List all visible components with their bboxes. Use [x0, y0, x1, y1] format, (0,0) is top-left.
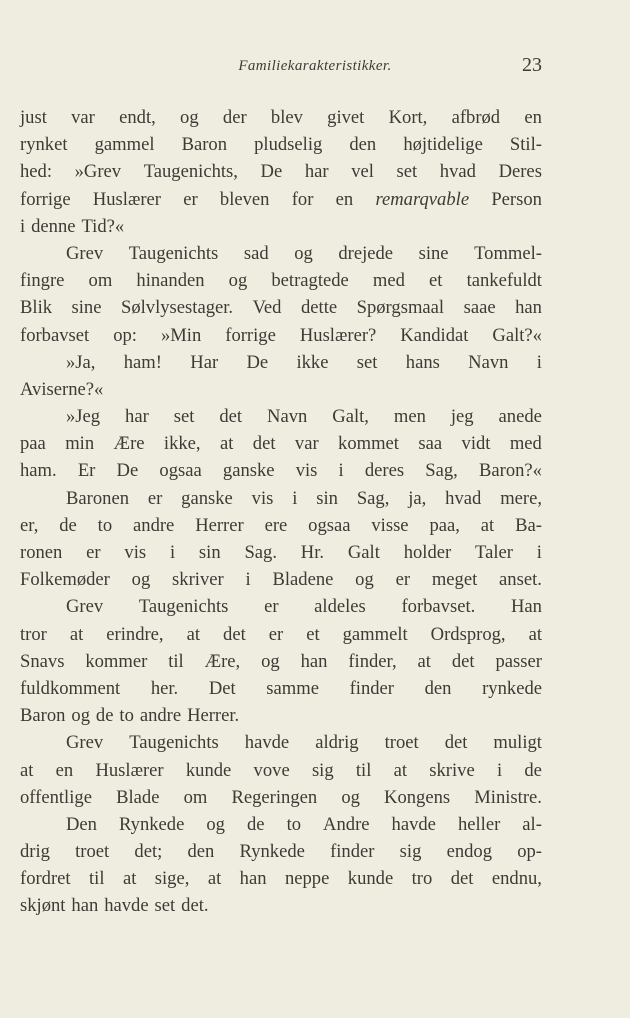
word: Tid?«	[81, 215, 125, 237]
text-line	[20, 158, 542, 185]
word: et	[429, 270, 443, 292]
text-line	[20, 621, 542, 648]
word: i	[292, 487, 298, 509]
word: remarqvable	[375, 188, 470, 210]
word: to	[286, 813, 302, 835]
word: det;	[134, 841, 163, 863]
word: De	[116, 460, 139, 482]
word: finder,	[348, 650, 397, 672]
text-line	[20, 566, 542, 593]
word: »Grev	[74, 161, 122, 183]
word: skriver	[172, 569, 224, 591]
word: er	[268, 623, 284, 645]
word: neppe	[284, 868, 330, 890]
text-line	[20, 811, 542, 838]
word: men	[393, 406, 426, 428]
page-number: 23	[522, 54, 542, 76]
word: Deres	[498, 161, 542, 183]
word: hed:	[20, 161, 53, 183]
word: paa	[20, 433, 46, 455]
text-line	[20, 186, 542, 213]
text-line	[20, 485, 542, 512]
word: set	[356, 351, 378, 373]
word: set	[154, 895, 176, 917]
word: Taugenichts	[128, 242, 219, 264]
word: han	[239, 868, 267, 890]
text-line	[20, 104, 542, 131]
word: at	[480, 514, 495, 536]
word: set	[173, 406, 195, 428]
word: kommer	[85, 650, 148, 672]
word: sin	[316, 487, 338, 509]
word: Han	[510, 596, 542, 618]
word: en	[335, 188, 354, 210]
word: er	[147, 487, 163, 509]
word: heller	[457, 813, 501, 835]
word: og	[355, 569, 374, 591]
word: Ved	[252, 297, 282, 319]
word: han	[71, 895, 99, 917]
word: Galt	[347, 542, 380, 563]
word: Sag,	[356, 487, 390, 509]
word: hvad	[439, 161, 476, 183]
word: og	[228, 270, 248, 292]
word: Taugenichts	[138, 596, 229, 618]
word: fordret	[20, 868, 71, 890]
word: at	[393, 759, 408, 781]
word: vis	[251, 487, 274, 509]
word: forrige	[225, 324, 276, 346]
word: gammelt	[342, 623, 408, 645]
text-line	[20, 131, 542, 158]
word: Folkemøder	[20, 569, 110, 591]
word: Ministre.	[474, 786, 542, 808]
word: holder	[403, 542, 452, 563]
word: dette	[300, 297, 338, 319]
word: jeg	[450, 406, 474, 428]
text-line	[20, 240, 542, 267]
word: det	[444, 732, 468, 754]
word: ere	[264, 514, 288, 536]
word: var	[294, 433, 319, 455]
word: Tommel-	[474, 242, 542, 264]
word: tankefuldt	[466, 270, 542, 292]
word: vel	[351, 161, 374, 183]
word: sad	[243, 242, 269, 264]
text-line	[20, 702, 542, 729]
word: Er	[77, 460, 96, 482]
word: Taler	[475, 542, 513, 563]
word: det	[450, 868, 474, 890]
word: ikke,	[163, 433, 201, 455]
word: vis	[124, 542, 147, 563]
word: i	[536, 351, 542, 373]
word: min	[65, 433, 95, 455]
word: i	[245, 569, 251, 591]
word: og	[71, 705, 90, 727]
word: Kandidat	[400, 324, 469, 346]
word: tro	[411, 868, 433, 890]
word: Ordsprog,	[430, 623, 506, 645]
word: Bladene	[272, 569, 334, 591]
word: denne	[31, 215, 76, 237]
word: til	[355, 759, 372, 781]
word: er	[86, 542, 101, 563]
word: op:	[113, 324, 137, 346]
text-line	[20, 457, 542, 484]
word: sige,	[154, 868, 190, 890]
word: samme	[266, 677, 319, 699]
word: Ære	[113, 433, 145, 455]
word: Galt,	[332, 406, 369, 428]
word: Den	[66, 813, 97, 835]
word: det.	[181, 895, 209, 917]
word: Huslærer	[95, 759, 164, 781]
word: to	[119, 705, 134, 727]
word: der	[222, 107, 247, 128]
word: Huslærer	[92, 188, 161, 210]
word: andre	[139, 705, 182, 727]
word: her.	[150, 677, 179, 699]
word: pludselig	[254, 134, 323, 156]
word: ganske	[222, 460, 275, 482]
word: al-	[522, 813, 542, 835]
word: Grev	[66, 596, 104, 618]
word: Snavs	[20, 650, 65, 672]
word: De	[246, 351, 269, 373]
word: ogsaa	[308, 514, 351, 536]
word: hinanden	[136, 270, 205, 292]
word: Galt?«	[492, 324, 542, 346]
word: og	[180, 107, 199, 128]
text-line	[20, 892, 542, 919]
word: passer	[495, 650, 542, 672]
word: ham.	[20, 460, 57, 482]
text-line	[20, 729, 542, 756]
word: sine	[71, 297, 102, 319]
word: Ære,	[204, 650, 241, 672]
word: Andre	[323, 813, 370, 835]
word: afbrød	[451, 107, 501, 128]
word: ganske	[181, 487, 233, 509]
word: drig	[20, 841, 50, 863]
word: Sag.	[244, 542, 277, 563]
word: endog	[446, 841, 493, 863]
word: hvad	[445, 487, 482, 509]
word: har	[125, 406, 149, 428]
word: visse	[371, 514, 409, 536]
word: at	[207, 868, 222, 890]
word: rynket	[20, 134, 68, 156]
word: at	[417, 650, 431, 672]
word: forrige	[20, 188, 71, 210]
word: det	[252, 433, 276, 455]
word: Kort,	[388, 107, 428, 128]
word: vove	[253, 759, 290, 781]
word: og	[206, 813, 225, 835]
word: Hr.	[300, 542, 325, 563]
word: er,	[20, 514, 39, 536]
word: drejede	[338, 242, 394, 264]
word: Stil-	[509, 134, 542, 156]
word: til	[89, 868, 105, 890]
word: det	[223, 623, 246, 645]
word: at	[186, 623, 201, 645]
page-header	[0, 52, 630, 82]
word: til	[168, 650, 184, 672]
word: ikke	[296, 351, 329, 373]
text-line	[20, 267, 542, 294]
word: Navn	[468, 351, 509, 373]
word: en	[55, 759, 74, 781]
word: Taugenichts	[129, 732, 219, 754]
word: fingre	[20, 270, 65, 292]
word: sig	[311, 759, 334, 781]
word: hans	[405, 351, 440, 373]
word: to	[97, 514, 113, 536]
word: skjønt	[20, 895, 66, 917]
word: sine	[418, 242, 449, 264]
word: i	[496, 759, 503, 781]
word: en	[524, 107, 542, 128]
word: troet	[384, 732, 419, 754]
word: Det	[208, 677, 236, 699]
text-line	[20, 593, 542, 620]
word: erindre,	[106, 623, 164, 645]
word: og	[341, 786, 360, 808]
word: endnu,	[491, 868, 542, 890]
text-line	[20, 648, 542, 675]
word: blev	[270, 107, 303, 128]
word: muligt	[493, 732, 542, 754]
word: Rynkede	[239, 841, 305, 863]
word: finder	[349, 677, 394, 699]
word: de	[524, 759, 542, 781]
word: forbavset	[20, 324, 90, 346]
text-line	[20, 675, 542, 702]
word: i	[536, 542, 542, 563]
word: for	[291, 188, 314, 210]
word: endt,	[119, 107, 156, 128]
word: i	[169, 542, 176, 563]
word: Sag,	[425, 460, 458, 482]
word: de	[95, 705, 114, 727]
body-text	[20, 104, 542, 920]
text-line	[20, 784, 542, 811]
word: et	[306, 623, 320, 645]
word: den	[187, 841, 215, 863]
word: at	[20, 759, 34, 781]
word: kunde	[347, 868, 394, 890]
word: at	[219, 433, 234, 455]
word: fuldkomment	[20, 677, 121, 699]
word: Har	[190, 351, 219, 373]
word: finder	[330, 841, 375, 863]
word: anset.	[499, 569, 542, 591]
word: Huslærer?	[299, 324, 377, 346]
text-line	[20, 838, 542, 865]
word: Herrer.	[187, 705, 240, 727]
word: Ba-	[515, 514, 542, 536]
word: den	[349, 134, 377, 156]
word: mere,	[500, 487, 542, 509]
word: havde	[391, 813, 436, 835]
word: forbavset.	[401, 596, 476, 618]
word: at	[528, 623, 542, 645]
word: Blade	[116, 786, 160, 808]
word: Navn	[267, 406, 308, 428]
word: de	[246, 813, 265, 835]
word: er	[183, 188, 198, 210]
word: »Min	[160, 324, 202, 346]
word: om	[183, 786, 208, 808]
word: Baron	[181, 134, 228, 156]
word: havde	[244, 732, 290, 754]
word: med	[372, 270, 405, 292]
word: Sølvlysestager.	[120, 297, 234, 319]
word: at	[69, 623, 84, 645]
word: er	[264, 596, 279, 618]
text-line	[20, 865, 542, 892]
text-line	[20, 512, 542, 539]
word: just	[20, 107, 47, 128]
word: det	[451, 650, 475, 672]
word: Person	[491, 188, 542, 210]
word: skrive	[429, 759, 475, 781]
word: saae	[463, 297, 496, 319]
word: »Jeg	[66, 406, 101, 428]
word: ham!	[123, 351, 162, 373]
word: Grev	[66, 242, 104, 264]
word: op-	[517, 841, 542, 863]
word: sin	[198, 542, 221, 563]
word: De	[260, 161, 283, 183]
word: aldeles	[314, 596, 366, 618]
word: han	[300, 650, 328, 672]
word: »Ja,	[66, 351, 96, 373]
word: gammel	[94, 134, 155, 156]
word: med	[509, 433, 542, 455]
word: vis	[295, 460, 318, 482]
word: Aviserne?«	[20, 378, 104, 400]
word: paa,	[429, 514, 460, 536]
word: i	[20, 215, 26, 237]
word: de	[59, 514, 77, 536]
word: Taugenichts,	[143, 161, 238, 183]
word: er	[395, 569, 411, 591]
word: Spørgsmaal	[356, 297, 445, 319]
word: saa	[418, 433, 443, 455]
word: sig	[399, 841, 422, 863]
word: kommet	[338, 433, 399, 455]
word: Blik	[20, 297, 53, 319]
word: deres	[364, 460, 405, 482]
text-line	[20, 349, 542, 376]
word: troet	[75, 841, 110, 863]
word: ja,	[408, 487, 427, 509]
word: bleven	[219, 188, 270, 210]
word: kunde	[185, 759, 232, 781]
word: aldrig	[315, 732, 359, 754]
word: var	[71, 107, 95, 128]
word: ronen	[20, 542, 63, 563]
word: Kongens	[384, 786, 451, 808]
word: ogsaa	[159, 460, 202, 482]
word: vidt	[461, 433, 491, 455]
word: andre	[133, 514, 175, 536]
running-title: Familiekarakteristikker.	[238, 58, 392, 74]
text-line	[20, 539, 542, 566]
word: set	[396, 161, 418, 183]
word: givet	[327, 107, 365, 128]
word: offentlige	[20, 786, 92, 808]
text-line	[20, 403, 542, 430]
word: anede	[498, 406, 542, 428]
text-line	[20, 213, 542, 240]
word: at	[122, 868, 137, 890]
text-line	[20, 757, 542, 784]
word: meget	[431, 569, 478, 591]
text-line	[20, 376, 542, 403]
word: højtidelige	[403, 134, 483, 156]
text-line	[20, 430, 542, 457]
word: Regeringen	[231, 786, 318, 808]
word: Baronen	[66, 487, 129, 509]
word: Baron?«	[478, 460, 542, 482]
word: havde	[104, 895, 149, 917]
word: Herrer	[195, 514, 244, 536]
word: har	[304, 161, 329, 183]
text-line	[20, 322, 542, 349]
word: Baron	[20, 705, 66, 727]
word: det	[219, 406, 243, 428]
word: i	[338, 460, 344, 482]
word: tror	[20, 623, 47, 645]
word: og	[261, 650, 280, 672]
word: betragtede	[271, 270, 349, 292]
text-line	[20, 294, 542, 321]
word: Grev	[66, 732, 104, 754]
word: om	[88, 270, 113, 292]
word: Rynkede	[119, 813, 185, 835]
word: og	[131, 569, 151, 591]
word: han	[515, 297, 542, 319]
word: og	[294, 242, 313, 264]
word: rynkede	[482, 677, 542, 699]
word: den	[424, 677, 452, 699]
